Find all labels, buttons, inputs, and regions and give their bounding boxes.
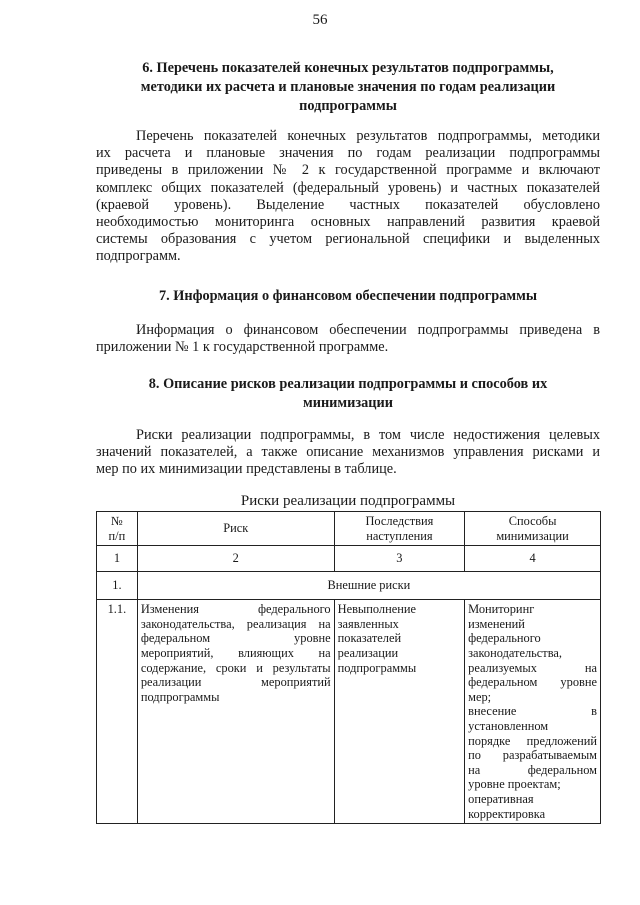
cell-line: подпрограммы (337, 660, 417, 675)
cell-line: федеральном уровне (468, 675, 597, 690)
cell-line: законодательства, реализация на (140, 616, 331, 631)
section-6-paragraph (96, 128, 600, 266)
cell-line: законодательства, (468, 645, 563, 660)
methods-cell (465, 600, 601, 824)
section-7-heading (96, 287, 600, 306)
table-group-row (97, 572, 601, 600)
heading-line: 7. Информация о финансовом обеспечении подпрограммы (158, 288, 538, 304)
paragraph-line: их расчета и плановые значения по годам реализации подпрограммы (96, 145, 600, 162)
header-consequences-line: наступления (366, 528, 433, 543)
table-caption: Риски реализации подпрограммы (240, 493, 456, 509)
paragraph-line: (краевой уровень). Выделение частных показателей обусловлено (96, 196, 600, 213)
cell-line: мер; (468, 689, 492, 704)
group-number: 1. (97, 572, 138, 600)
paragraph-line: комплекс общих показателей (федеральный уровень) и частных показателей (96, 179, 600, 196)
cell-line: оперативная (468, 791, 534, 806)
paragraph-line: Перечень показателей конечных результатов подпрограммы, методики (136, 128, 600, 144)
header-num-line: п/п (108, 528, 126, 543)
cell-line: подпрограммы (140, 689, 220, 704)
cell-line: федерального (468, 631, 541, 646)
heading-line: 6. Перечень показателей конечных результатов подпрограммы, (142, 60, 554, 76)
column-number: 2 (137, 546, 334, 572)
paragraph-line: необходимостью мониторинга основных направлений развития краевой (96, 214, 600, 231)
cell-line: Невыполнение (337, 602, 416, 617)
header-num (97, 512, 138, 546)
risk-table (96, 511, 601, 824)
column-number: 4 (465, 546, 601, 572)
header-methods-line: минимизации (496, 528, 569, 543)
header-consequences-line: Последствия (365, 514, 434, 528)
cell-line: внесение в (468, 704, 597, 719)
row-number: 1.1. (97, 600, 138, 824)
paragraph-line: Риски реализации подпрограммы, в том числе недостижения целевых (136, 427, 600, 443)
cell-line: по разрабатываемым (468, 748, 597, 763)
paragraph-line: приведены в приложении № 2 к государственной программе и включают (96, 162, 600, 179)
cell-line: мероприятий, влияющих на (140, 645, 331, 660)
section-7-paragraph (96, 322, 600, 356)
cell-line: федеральном уровне (140, 631, 331, 646)
cell-line: содержание, сроки и результаты (140, 660, 331, 675)
cell-line: уровне проектам; (468, 777, 561, 792)
cell-line: установленном (468, 718, 549, 733)
table-row (97, 600, 601, 824)
header-methods-line: Способы (508, 514, 557, 528)
paragraph-line: приложении № 1 к государственной программе. (96, 339, 389, 356)
paragraph-line: подпрограмм. (96, 248, 181, 265)
header-consequences (334, 512, 465, 546)
heading-line: 8. Описание рисков реализации подпрограммы и способов их (148, 376, 548, 392)
cell-line: корректировка (468, 806, 546, 821)
paragraph-line: мер по их минимизации представлены в таблице. (96, 461, 397, 478)
risk-cell (137, 600, 334, 824)
heading-line: методики их расчета и плановые значения по годам реализации (140, 79, 556, 95)
section-6-heading (96, 59, 600, 116)
cell-line: Мониторинг (468, 602, 535, 617)
header-risk-label: Риск (223, 521, 249, 536)
paragraph-line: значений показателей, а также описание механизмов управления рисками и (96, 444, 600, 461)
heading-line: минимизации (302, 395, 394, 411)
paragraph-line: Информация о финансовом обеспечении подпрограммы приведена в (136, 322, 600, 338)
cell-line: порядке предложений (468, 733, 597, 748)
column-number: 1 (97, 546, 138, 572)
consequence-cell (334, 600, 465, 824)
header-num-line: № (111, 514, 123, 528)
cell-line: заявленных (337, 616, 399, 631)
section-8-paragraph (96, 427, 600, 479)
cell-line: изменений (468, 616, 525, 631)
column-number: 3 (334, 546, 465, 572)
table-header-row (97, 512, 601, 546)
group-label: Внешние риски (137, 572, 600, 600)
cell-line: реализации мероприятий (140, 675, 331, 690)
cell-line: реализации (337, 645, 399, 660)
page-number: 56 (312, 12, 328, 28)
cell-line: на федеральном (468, 762, 597, 777)
section-8-heading (96, 375, 600, 413)
cell-line: реализуемых на (468, 660, 597, 675)
cell-line: Изменения федерального (140, 602, 331, 617)
header-risk (137, 512, 334, 546)
cell-line: показателей (337, 631, 402, 646)
paragraph-line: системы образования с учетом региональной специфики и выделенных (96, 231, 600, 248)
header-methods (465, 512, 601, 546)
heading-line: подпрограммы (299, 98, 397, 114)
table-column-numbers-row (97, 546, 601, 572)
